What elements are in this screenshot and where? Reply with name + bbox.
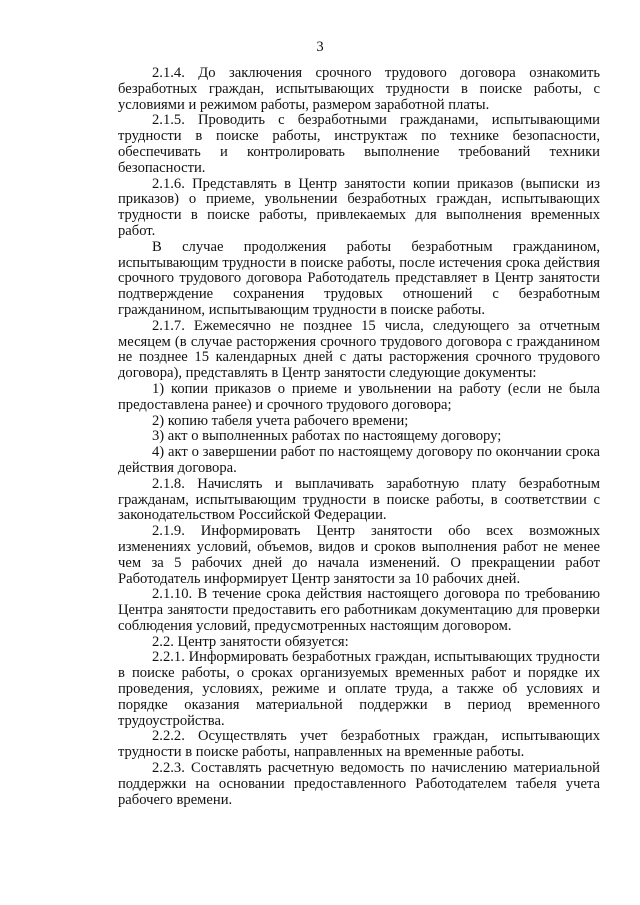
paragraph-2-1-4: 2.1.4. До заключения срочного трудового договора ознакомить безработных граждан, испытывающих трудности в поиске работы, с условиями и режимом работы, размером заработной платы. (118, 65, 600, 113)
paragraph-2-1-5: 2.1.5. Проводить с безработными гражданами, испытывающими трудности в поиске работы, инструктаж по технике безопасности, обеспечивать и контролировать выполнение требований техники безопасности. (118, 112, 600, 176)
paragraph-2-2-2: 2.2.2. Осуществлять учет безработных граждан, испытывающих трудности в поиске работы, направленных на временные работы. (118, 728, 600, 761)
section-heading-2-2: 2.2. Центр занятости обязуется: (152, 633, 349, 650)
list-item-3: 3) акт о выполненных работах по настоящему договору; (152, 428, 502, 445)
paragraph-2-2-1: 2.2.1. Информировать безработных граждан, испытывающих трудности в поиске работы, о сроках организуемых временных работ и порядке их проведения, условиях, режиме и оплате труда, а также об условиях и порядке оказания материальной поддержки в период временного трудоустройства. (118, 649, 600, 729)
paragraph-2-1-6: 2.1.6. Представлять в Центр занятости копии приказов (выписки из приказов) о приеме, увольнении безработных граждан, испытывающих трудности в поиске работы, привлекаемых для выполнения временных работ. (118, 175, 600, 239)
paragraph-2-2-3: 2.2.3. Составлять расчетную ведомость по начислению материальной поддержки на основании предоставленного Работодателем табеля учета рабочего времени. (118, 760, 600, 808)
list-item-2: 2) копию табеля учета рабочего времени; (152, 412, 409, 429)
paragraph-2-1-10: 2.1.10. В течение срока действия настоящего договора по требованию Центра занятости предоставить его работникам документацию для проверки соблюдения условий, предусмотренных настоящим договором. (118, 586, 600, 634)
list-item-4: 4) акт о завершении работ по настоящему договору по окончании срока действия договора. (118, 444, 600, 476)
paragraph-continuation-employment: В случае продолжения работы безработным гражданином, испытывающим трудности в поиске работы, после истечения срока действия срочного трудового договора Работодатель представляет в Центр занятости подтверждение сохранения трудовых отношений с безработным гражданином, испытывающим трудности в поиске работы. (118, 238, 600, 318)
document-body (118, 66, 600, 808)
list-item-1: 1) копии приказов о приеме и увольнении на работу (если не была предоставлена ранее) и срочного трудового договора; (118, 380, 600, 413)
paragraph-2-1-8: 2.1.8. Начислять и выплачивать заработную плату безработным гражданам, испытывающим трудности в поиске работы, в соответствии с законодательством Российской Федерации. (118, 475, 600, 524)
page-number: 3 (316, 39, 324, 55)
paragraph-2-1-9: 2.1.9. Информировать Центр занятости обо всех возможных изменениях условий, объемов, видов и сроков выполнения работ не менее чем за 5 рабочих дней до начала изменений. О прекращении работ Работодатель информирует Центр занятости за 10 рабочих дней. (118, 523, 600, 587)
paragraph-2-1-7: 2.1.7. Ежемесячно не позднее 15 числа, следующего за отчетным месяцем (в случае расторжения срочного трудового договора с гражданином не позднее 15 календарных дней с даты расторжения срочного трудового договора), представлять в Центр занятости следующие документы: (118, 317, 600, 382)
